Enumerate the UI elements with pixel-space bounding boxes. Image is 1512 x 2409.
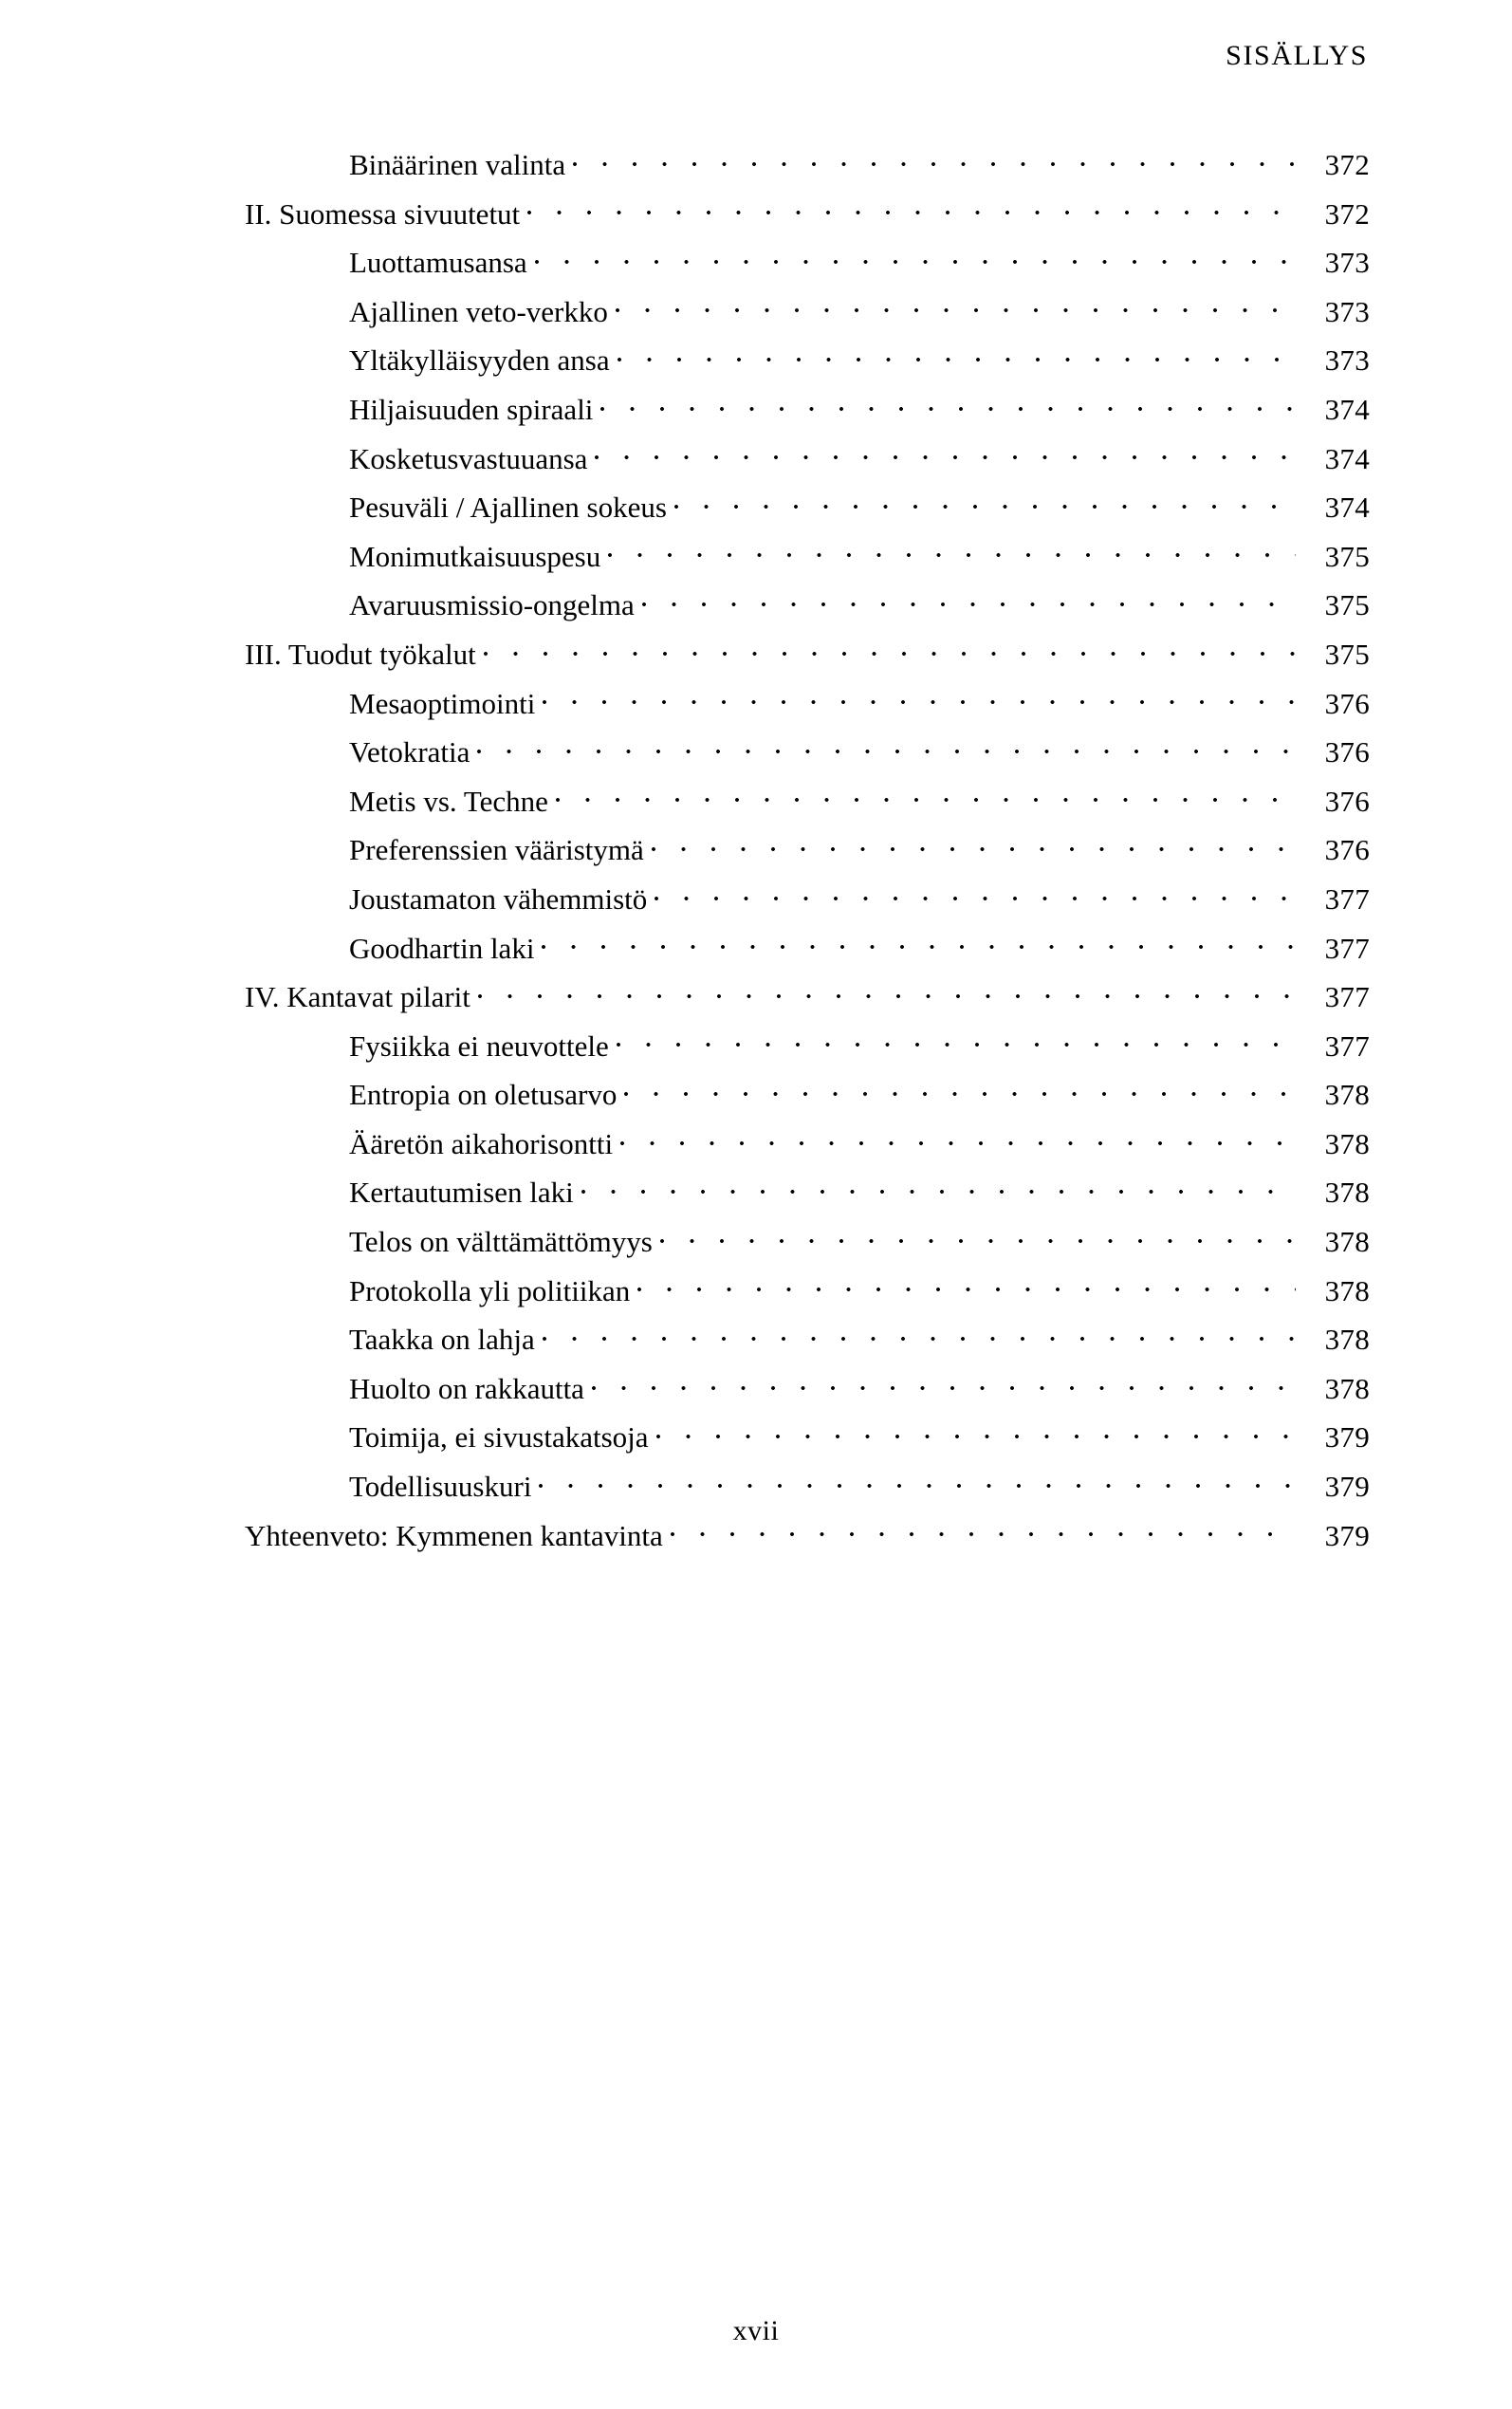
dot-leader (618, 341, 1296, 370)
toc-entry[interactable] (245, 924, 1370, 973)
toc-entry[interactable] (245, 1267, 1370, 1316)
dot-leader (660, 1222, 1296, 1251)
toc-entry[interactable] (245, 777, 1370, 826)
toc-entry-title: Kosketusvastuuansa (349, 441, 588, 475)
dot-leader (484, 635, 1296, 664)
toc-entry-title: Ajallinen veto-verkko (349, 294, 608, 328)
toc-entry-title: Protokolla yli politiikan (349, 1273, 631, 1307)
dot-leader (542, 929, 1296, 958)
table-of-contents (245, 140, 1370, 1560)
toc-entry[interactable] (245, 435, 1370, 484)
toc-entry-page-number: 374 (1324, 441, 1370, 475)
toc-entry-title: Luottamusansa (349, 246, 527, 280)
toc-entry-page-number: 377 (1324, 931, 1370, 965)
dot-leader (573, 145, 1296, 175)
dot-leader (543, 684, 1296, 713)
toc-entry-page-number: 377 (1324, 881, 1370, 916)
toc-entry[interactable] (245, 238, 1370, 287)
toc-entry[interactable] (245, 1315, 1370, 1364)
dot-leader (624, 1075, 1296, 1104)
toc-entry-title: Toimija, ei sivustakatsoja (349, 1420, 649, 1455)
toc-entry[interactable] (245, 1168, 1370, 1217)
toc-entry-page-number: 373 (1324, 246, 1370, 280)
toc-entry[interactable] (245, 483, 1370, 532)
toc-entry-page-number: 376 (1324, 686, 1370, 720)
dot-leader (478, 977, 1296, 1007)
toc-entry-title: Entropia on oletusarvo (349, 1078, 618, 1112)
toc-entry[interactable] (245, 1413, 1370, 1462)
toc-entry[interactable] (245, 679, 1370, 729)
dot-leader (655, 880, 1296, 909)
toc-entry-page-number: 377 (1324, 980, 1370, 1014)
toc-entry[interactable] (245, 1462, 1370, 1511)
dot-leader (535, 243, 1296, 272)
toc-entry[interactable] (245, 190, 1370, 239)
toc-entry-page-number: 376 (1324, 833, 1370, 867)
toc-entry-page-number: 374 (1324, 491, 1370, 525)
toc-entry-page-number: 378 (1324, 1323, 1370, 1357)
toc-entry[interactable] (245, 1120, 1370, 1169)
toc-entry-page-number: 378 (1324, 1176, 1370, 1210)
dot-leader (527, 195, 1296, 224)
toc-entry-title: Metis vs. Techne (349, 784, 548, 818)
toc-entry-title: Pesuväli / Ajallinen sokeus (349, 491, 667, 525)
toc-entry[interactable] (245, 140, 1370, 190)
toc-entry-title: Joustamaton vähemmistö (349, 881, 648, 916)
dot-leader (637, 1271, 1296, 1301)
toc-entry-title: Hiljaisuuden spiraali (349, 392, 594, 426)
running-head: SISÄLLYS (1226, 40, 1368, 71)
toc-entry-title: Huolto on rakkautta (349, 1371, 584, 1405)
toc-entry-page-number: 378 (1324, 1078, 1370, 1112)
toc-entry[interactable] (245, 875, 1370, 924)
toc-entry-page-number: 375 (1324, 539, 1370, 573)
dot-leader (620, 1124, 1296, 1154)
toc-entry-title: Taakka on lahja (349, 1323, 535, 1357)
page-folio: xvii (732, 2315, 780, 2346)
toc-entry-page-number: 377 (1324, 1028, 1370, 1063)
toc-entry[interactable] (245, 1217, 1370, 1267)
toc-entry[interactable] (245, 287, 1370, 337)
toc-entry-page-number: 379 (1324, 1518, 1370, 1552)
toc-entry-page-number: 379 (1324, 1420, 1370, 1455)
dot-leader (539, 1467, 1296, 1496)
toc-entry[interactable] (245, 385, 1370, 435)
toc-entry-title: Telos on välttämättömyys (349, 1225, 653, 1259)
toc-entry-title: Kertautumisen laki (349, 1176, 574, 1210)
toc-entry-page-number: 378 (1324, 1371, 1370, 1405)
dot-leader (581, 1173, 1296, 1202)
toc-entry-page-number: 373 (1324, 294, 1370, 328)
toc-entry[interactable] (245, 1070, 1370, 1120)
toc-entry-page-number: 378 (1324, 1273, 1370, 1307)
toc-entry-title: Binäärinen valinta (349, 148, 566, 181)
toc-entry-page-number: 378 (1324, 1126, 1370, 1160)
toc-entry-title: Preferenssien vääristymä (349, 833, 644, 867)
dot-leader (674, 488, 1296, 517)
toc-entry[interactable] (245, 973, 1370, 1022)
dot-leader (652, 830, 1296, 860)
toc-entry-title: Ääretön aikahorisontti (349, 1126, 614, 1160)
dot-leader (671, 1516, 1296, 1546)
toc-entry-page-number: 375 (1324, 637, 1370, 671)
dot-leader (595, 439, 1296, 469)
toc-entry-title: IV. Kantavat pilarit (245, 980, 470, 1014)
toc-entry-page-number: 372 (1324, 148, 1370, 181)
dot-leader (600, 390, 1296, 419)
toc-entry-title: Mesaoptimointi (349, 686, 536, 720)
toc-entry[interactable] (245, 1511, 1370, 1561)
toc-entry-page-number: 376 (1324, 784, 1370, 818)
toc-entry[interactable] (245, 581, 1370, 630)
dot-leader (556, 782, 1296, 811)
toc-entry[interactable] (245, 728, 1370, 777)
toc-entry-page-number: 372 (1324, 196, 1370, 231)
toc-entry-page-number: 378 (1324, 1225, 1370, 1259)
toc-entry-title: Vetokratia (349, 735, 470, 769)
toc-entry[interactable] (245, 825, 1370, 875)
toc-entry-title: Goodhartin laki (349, 931, 535, 965)
dot-leader (616, 292, 1296, 322)
toc-entry[interactable] (245, 630, 1370, 679)
toc-entry-title: II. Suomessa sivuutetut (245, 196, 521, 231)
dot-leader (477, 732, 1296, 762)
dot-leader (608, 537, 1296, 566)
toc-entry-title: Yhteenveto: Kymmenen kantavinta (245, 1518, 663, 1552)
toc-entry-page-number: 379 (1324, 1470, 1370, 1504)
toc-entry[interactable] (245, 532, 1370, 582)
toc-entry-page-number: 375 (1324, 588, 1370, 622)
toc-entry[interactable] (245, 1364, 1370, 1414)
dot-leader (592, 1369, 1296, 1399)
dot-leader (642, 585, 1296, 615)
toc-entry-title: Avaruusmissio-ongelma (349, 588, 635, 622)
toc-entry-title: Monimutkaisuuspesu (349, 539, 601, 573)
toc-entry-title: Fysiikka ei neuvottele (349, 1028, 609, 1063)
toc-entry-title: III. Tuodut työkalut (245, 637, 476, 671)
toc-entry-page-number: 373 (1324, 343, 1370, 378)
toc-entry-page-number: 376 (1324, 735, 1370, 769)
dot-leader (617, 1027, 1296, 1056)
toc-entry-title: Yltäkylläisyyden ansa (349, 343, 610, 378)
dot-leader (656, 1418, 1296, 1447)
toc-entry-title: Todellisuuskuri (349, 1470, 532, 1504)
toc-entry-page-number: 374 (1324, 392, 1370, 426)
toc-entry[interactable] (245, 1022, 1370, 1071)
dot-leader (543, 1320, 1296, 1349)
toc-entry[interactable] (245, 336, 1370, 385)
